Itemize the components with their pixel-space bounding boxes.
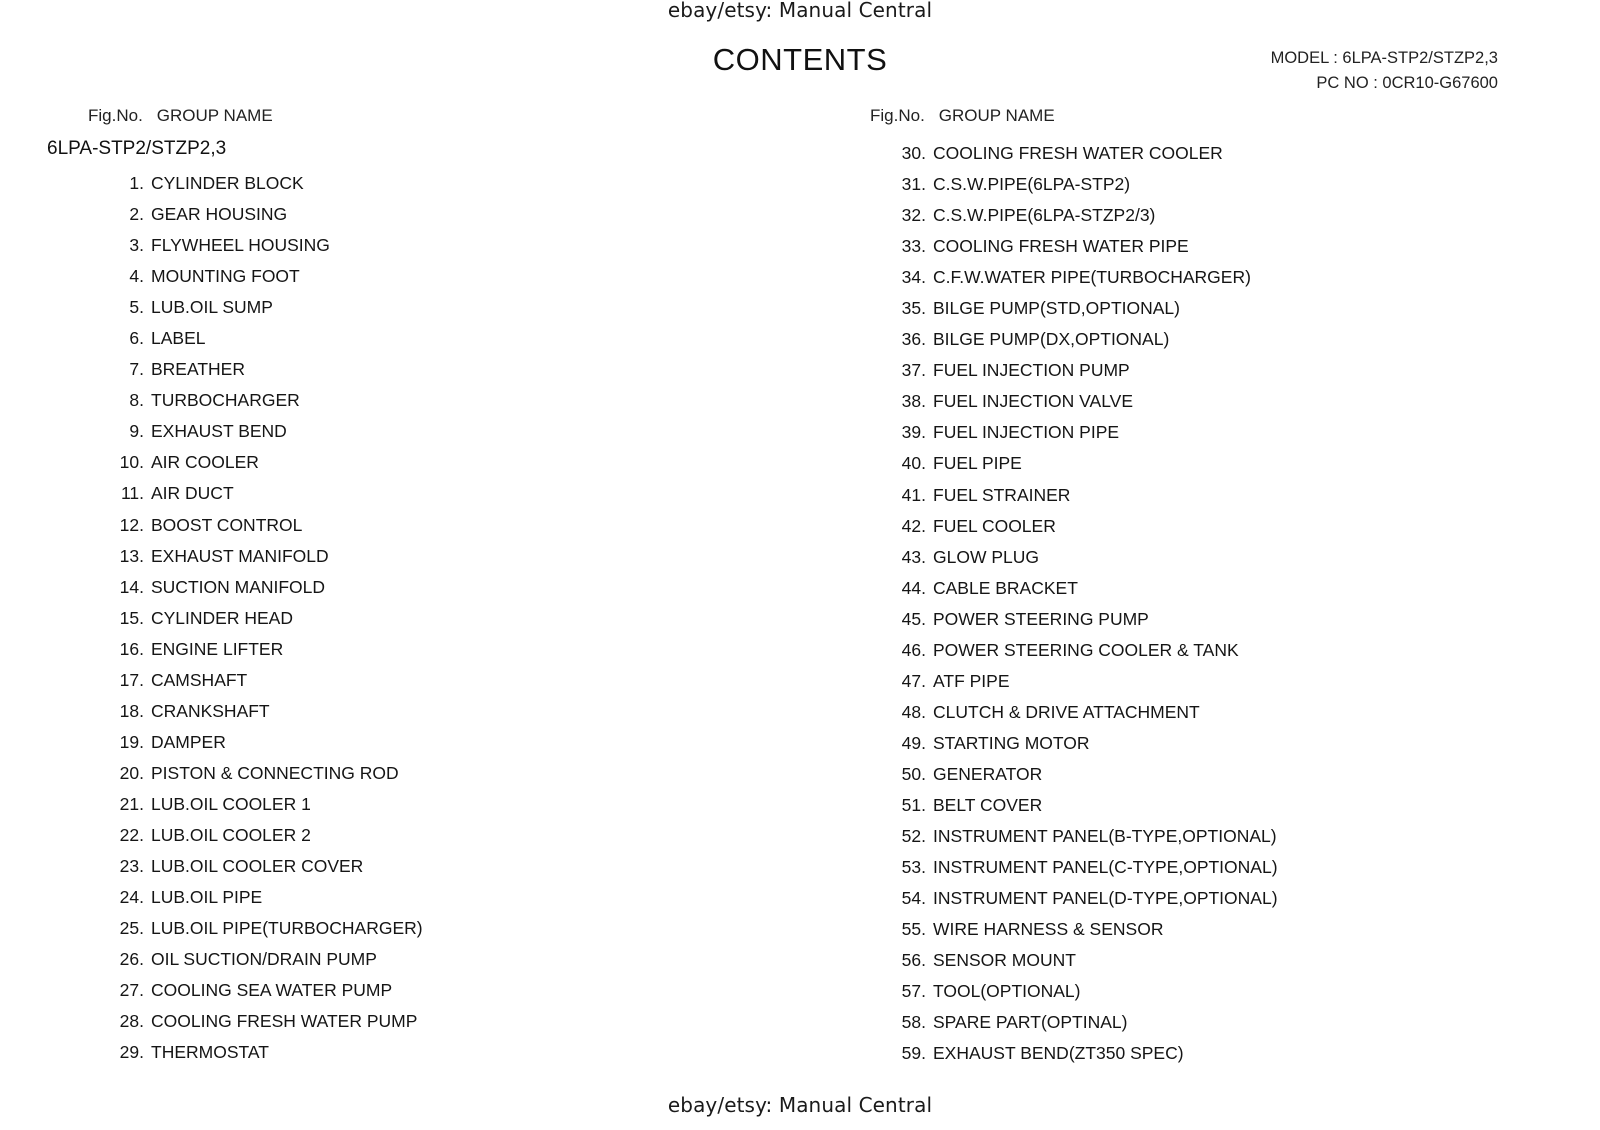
contents-entry[interactable]: [880, 448, 1278, 479]
fig-number: 9.: [129, 421, 144, 442]
fig-number: 54.: [901, 888, 926, 909]
group-name: POWER STEERING COOLER & TANK: [933, 639, 1239, 660]
group-name: FUEL COOLER: [933, 515, 1056, 536]
contents-entry[interactable]: [880, 169, 1278, 200]
fig-number: 19.: [119, 731, 144, 752]
contents-entry[interactable]: [880, 790, 1278, 821]
fig-number: 15.: [119, 607, 144, 628]
watermark-top: ebay/etsy: Manual Central: [667, 0, 933, 22]
contents-entry[interactable]: [880, 324, 1278, 355]
fig-number: 26.: [119, 949, 144, 970]
group-name: EXHAUST BEND(ZT350 SPEC): [933, 1043, 1184, 1064]
contents-entry[interactable]: [880, 914, 1278, 945]
group-name: DAMPER: [151, 731, 226, 752]
contents-entry[interactable]: [880, 728, 1278, 759]
fig-number: 55.: [901, 919, 926, 940]
group-name: LUB.OIL PIPE: [151, 887, 263, 908]
contents-list-right: [880, 138, 1278, 1069]
group-name: EXHAUST MANIFOLD: [151, 545, 329, 566]
contents-list-left: [100, 168, 423, 1068]
watermark-bottom: ebay/etsy: Manual Central: [667, 1093, 933, 1117]
group-name: CABLE BRACKET: [933, 577, 1078, 598]
fig-number: 28.: [119, 1011, 144, 1032]
contents-entry[interactable]: [100, 478, 423, 509]
group-name: SPARE PART(OPTINAL): [933, 1012, 1128, 1033]
fig-number: 58.: [901, 1012, 926, 1033]
fig-number: 44.: [901, 577, 926, 598]
contents-entry[interactable]: [880, 635, 1278, 666]
contents-entry[interactable]: [100, 230, 423, 261]
contents-entry[interactable]: [100, 758, 423, 789]
fig-number: 14.: [119, 576, 144, 597]
fig-number: 7.: [129, 359, 144, 380]
fig-no-header: Fig.No.: [88, 106, 143, 125]
group-name: TURBOCHARGER: [151, 390, 300, 411]
fig-number: 1.: [129, 173, 144, 194]
group-name: C.S.W.PIPE(6LPA-STZP2/3): [933, 205, 1156, 226]
group-name: GEAR HOUSING: [151, 204, 288, 225]
contents-entry[interactable]: [100, 913, 423, 944]
fig-number: 53.: [901, 857, 926, 878]
contents-entry[interactable]: [880, 1038, 1278, 1069]
fig-number: 36.: [901, 329, 926, 350]
page-title: CONTENTS: [712, 42, 888, 77]
group-name: BELT COVER: [933, 795, 1043, 815]
right-column-header: [870, 106, 1055, 126]
contents-entry[interactable]: [100, 292, 423, 323]
group-name: C.F.W.WATER PIPE(TURBOCHARGER): [933, 267, 1251, 288]
group-name: CYLINDER HEAD: [151, 607, 293, 628]
group-name: WIRE HARNESS & SENSOR: [933, 919, 1164, 940]
contents-entry[interactable]: [880, 542, 1278, 573]
contents-entry[interactable]: [880, 511, 1278, 542]
fig-number: 59.: [901, 1043, 926, 1064]
fig-number: 13.: [119, 545, 144, 566]
group-name: SUCTION MANIFOLD: [151, 576, 326, 597]
contents-entry[interactable]: [100, 541, 423, 572]
group-name: EXHAUST BEND: [151, 421, 287, 442]
group-name: LABEL: [151, 328, 206, 349]
contents-entry[interactable]: [100, 603, 423, 634]
fig-number: 6.: [129, 328, 144, 349]
contents-entry[interactable]: [880, 573, 1278, 604]
contents-entry[interactable]: [880, 200, 1278, 231]
contents-entry[interactable]: [100, 944, 423, 975]
group-name: AIR DUCT: [151, 483, 234, 504]
group-name: CRANKSHAFT: [151, 700, 270, 721]
contents-entry[interactable]: [880, 976, 1278, 1007]
fig-number: 30.: [901, 143, 926, 164]
contents-entry[interactable]: [100, 727, 423, 758]
fig-number: 29.: [119, 1042, 144, 1063]
fig-number: 47.: [901, 670, 926, 691]
fig-number: 39.: [901, 422, 926, 443]
group-name: COOLING FRESH WATER COOLER: [933, 143, 1223, 164]
group-name: ENGINE LIFTER: [151, 638, 284, 659]
contents-entry[interactable]: [100, 199, 423, 230]
group-name: BREATHER: [151, 359, 245, 380]
fig-number: 25.: [119, 918, 144, 939]
group-name: OIL SUCTION/DRAIN PUMP: [151, 949, 377, 970]
group-name: FUEL INJECTION PUMP: [933, 360, 1130, 381]
contents-entry[interactable]: [100, 820, 423, 851]
contents-entry[interactable]: [100, 168, 423, 199]
contents-entry[interactable]: [100, 1006, 423, 1037]
group-name: CYLINDER BLOCK: [151, 173, 304, 194]
contents-entry[interactable]: [880, 883, 1278, 914]
contents-entry[interactable]: [100, 572, 423, 603]
contents-entry[interactable]: [880, 1007, 1278, 1038]
fig-no-header: Fig.No.: [870, 106, 925, 125]
group-name: CAMSHAFT: [151, 669, 248, 690]
group-name: FUEL STRAINER: [933, 484, 1071, 505]
fig-number: 34.: [901, 267, 926, 288]
fig-number: 45.: [901, 608, 926, 629]
fig-number: 41.: [901, 484, 926, 505]
contents-entry[interactable]: [100, 882, 423, 913]
group-name-header: GROUP NAME: [156, 106, 273, 125]
contents-entry[interactable]: [880, 262, 1278, 293]
model-group-title: 6LPA-STP2/STZP2,3: [47, 138, 227, 159]
contents-entry[interactable]: [100, 416, 423, 447]
model-label: MODEL : 6LPA-STP2/STZP2,3: [1270, 49, 1498, 67]
fig-number: 4.: [129, 266, 144, 287]
group-name: CLUTCH & DRIVE ATTACHMENT: [933, 701, 1200, 722]
pc-number: PC NO : 0CR10-G67600: [1316, 74, 1498, 92]
contents-entry[interactable]: [100, 789, 423, 820]
fig-number: 31.: [901, 174, 926, 195]
contents-entry[interactable]: [880, 697, 1278, 728]
group-name: INSTRUMENT PANEL(D-TYPE,OPTIONAL): [933, 888, 1278, 909]
contents-entry[interactable]: [100, 665, 423, 696]
contents-entry[interactable]: [100, 696, 423, 727]
fig-number: 51.: [901, 795, 926, 815]
contents-entry[interactable]: [100, 385, 423, 416]
fig-number: 32.: [901, 205, 926, 226]
contents-entry[interactable]: [100, 634, 423, 665]
fig-number: 50.: [901, 763, 926, 784]
group-name: COOLING FRESH WATER PIPE: [933, 236, 1189, 257]
fig-number: 3.: [129, 235, 144, 256]
contents-entry[interactable]: [880, 386, 1278, 417]
fig-number: 21.: [119, 793, 144, 814]
fig-number: 38.: [901, 391, 926, 412]
group-name: GENERATOR: [933, 763, 1043, 784]
contents-entry[interactable]: [880, 821, 1278, 852]
fig-number: 22.: [119, 825, 144, 845]
contents-entry[interactable]: [100, 975, 423, 1006]
contents-entry[interactable]: [100, 354, 423, 385]
contents-entry[interactable]: [100, 1037, 423, 1068]
fig-number: 57.: [901, 981, 926, 1002]
fig-number: 2.: [129, 204, 144, 225]
group-name: BOOST CONTROL: [151, 514, 303, 535]
contents-entry[interactable]: [880, 852, 1278, 883]
fig-number: 8.: [129, 390, 144, 411]
fig-number: 37.: [901, 360, 926, 381]
group-name: POWER STEERING PUMP: [933, 608, 1149, 629]
contents-entry[interactable]: [880, 945, 1278, 976]
contents-entry[interactable]: [100, 447, 423, 478]
contents-entry[interactable]: [880, 138, 1278, 169]
contents-entry[interactable]: [100, 510, 423, 541]
fig-number: 24.: [119, 887, 144, 908]
fig-number: 27.: [119, 980, 144, 1001]
group-name: GLOW PLUG: [933, 546, 1039, 567]
fig-number: 18.: [119, 700, 144, 721]
group-name: FLYWHEEL HOUSING: [151, 235, 330, 256]
fig-number: 46.: [901, 639, 926, 660]
group-name: MOUNTING FOOT: [151, 266, 300, 287]
fig-number: 16.: [119, 638, 144, 659]
fig-number: 10.: [119, 452, 144, 473]
group-name: AIR COOLER: [151, 452, 259, 473]
contents-entry[interactable]: [880, 355, 1278, 386]
fig-number: 17.: [119, 669, 144, 690]
contents-entry[interactable]: [880, 293, 1278, 324]
group-name: SENSOR MOUNT: [933, 950, 1076, 971]
fig-number: 52.: [901, 826, 926, 847]
group-name: FUEL PIPE: [933, 453, 1022, 474]
fig-number: 5.: [129, 297, 144, 318]
contents-entry[interactable]: [880, 231, 1278, 262]
fig-number: 33.: [901, 236, 926, 257]
fig-number: 35.: [901, 298, 926, 319]
group-name: COOLING FRESH WATER PUMP: [151, 1011, 418, 1032]
group-name: LUB.OIL COOLER COVER: [151, 856, 364, 877]
fig-number: 42.: [901, 515, 926, 536]
group-name: C.S.W.PIPE(6LPA-STP2): [933, 174, 1131, 195]
fig-number: 23.: [119, 856, 144, 877]
group-name: LUB.OIL COOLER 1: [151, 793, 311, 814]
group-name: BILGE PUMP(STD,OPTIONAL): [933, 298, 1180, 319]
group-name-header: GROUP NAME: [938, 106, 1055, 125]
contents-entry[interactable]: [100, 323, 423, 354]
fig-number: 20.: [119, 762, 144, 783]
fig-number: 12.: [119, 514, 144, 535]
group-name: PISTON & CONNECTING ROD: [151, 762, 399, 783]
contents-entry[interactable]: [100, 261, 423, 292]
contents-entry[interactable]: [880, 759, 1278, 790]
group-name: THERMOSTAT: [151, 1042, 269, 1063]
contents-entry[interactable]: [880, 666, 1278, 697]
group-name: INSTRUMENT PANEL(B-TYPE,OPTIONAL): [933, 826, 1277, 847]
group-name: LUB.OIL PIPE(TURBOCHARGER): [151, 918, 423, 939]
contents-entry[interactable]: [100, 851, 423, 882]
contents-entry[interactable]: [880, 480, 1278, 511]
fig-number: 49.: [901, 732, 926, 753]
group-name: LUB.OIL SUMP: [151, 297, 273, 318]
fig-number: 43.: [901, 546, 926, 567]
model-info: [1271, 46, 1498, 96]
group-name: BILGE PUMP(DX,OPTIONAL): [933, 329, 1170, 350]
group-name: COOLING SEA WATER PUMP: [151, 980, 393, 1001]
group-name: FUEL INJECTION PIPE: [933, 422, 1120, 443]
group-name: STARTING MOTOR: [933, 732, 1090, 753]
group-name: TOOL(OPTIONAL): [933, 981, 1081, 1002]
left-column-header: [88, 106, 273, 126]
contents-entry[interactable]: [880, 604, 1278, 635]
contents-entry[interactable]: [880, 417, 1278, 448]
group-name: LUB.OIL COOLER 2: [151, 825, 311, 845]
fig-number: 56.: [901, 950, 926, 971]
fig-number: 40.: [901, 453, 926, 474]
group-name: INSTRUMENT PANEL(C-TYPE,OPTIONAL): [933, 857, 1278, 878]
group-name: FUEL INJECTION VALVE: [933, 391, 1133, 412]
fig-number: 48.: [901, 701, 926, 722]
fig-number: 11.: [120, 483, 144, 504]
group-name: ATF PIPE: [933, 670, 1010, 691]
